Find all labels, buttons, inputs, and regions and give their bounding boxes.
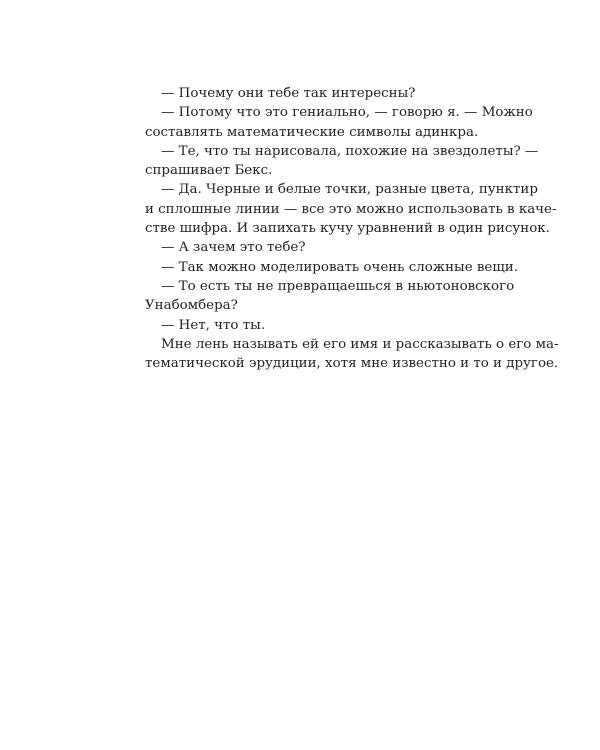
dialogue-line-continuation: стве шифра. И запихать кучу уравнений в один рисунок. [145,221,550,237]
dialogue-line: — Так можно моделировать очень сложные вещи. [161,259,518,275]
narration-line: Мне лень называть ей его имя и рассказывать о его ма- [161,336,559,352]
dialogue-line: — Те, что ты нарисовала, похожие на звездолеты? — [161,143,539,159]
page-text-block [145,84,559,373]
dialogue-line-continuation: и сплошные линии — все это можно использовать в каче- [145,201,557,217]
dialogue-line: — Нет, что ты. [161,317,266,333]
dialogue-line-continuation: Унабомбера? [145,298,238,314]
narration-line-continuation: тематической эрудиции, хотя мне известно и то и другое. [145,356,559,372]
dialogue-line: — То есть ты не превращаешься в ньютоновского [161,278,515,294]
dialogue-line-continuation: составлять математические символы адинкра. [145,124,479,140]
dialogue-line: — Почему они тебе так интересны? [161,86,416,101]
dialogue-line: — Потому что это гениально, — говорю я. — Можно [161,105,533,121]
dialogue-line: — Да. Черные и белые точки, разные цвета, пунктир [161,182,538,198]
dialogue-line: — А зачем это тебе? [161,240,306,256]
dialogue-line-continuation: спрашивает Бекс. [145,163,273,179]
